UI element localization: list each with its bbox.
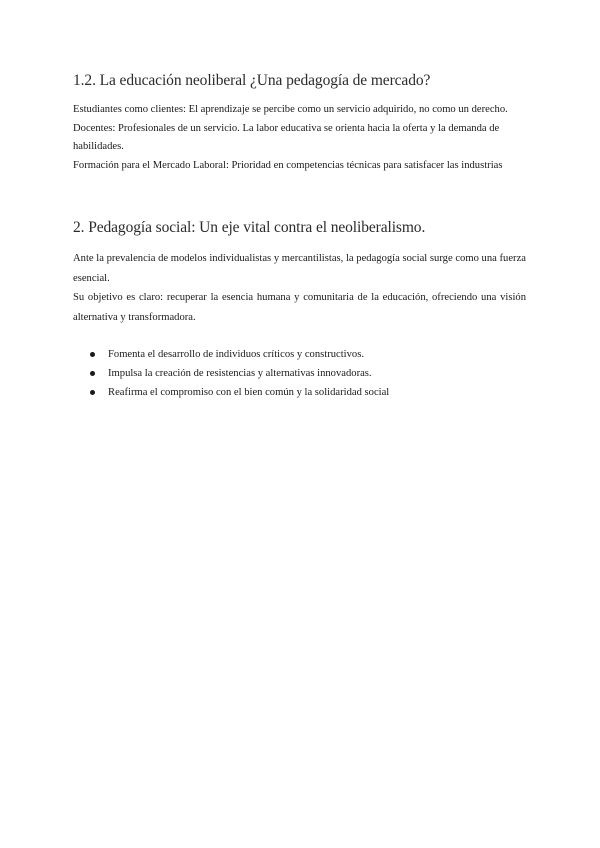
paragraph-intro: Ante la prevalencia de modelos individualistas y mercantilistas, la pedagogía social surge como una fuerza esencial. [73,253,526,284]
section-2-body [73,249,526,327]
bullet-item [90,345,510,364]
bullet-icon [90,352,95,357]
bullet-text: Impulsa la creación de resistencias y alternativas innovadoras. [108,368,372,379]
bullet-item [90,383,510,402]
paragraph-students: Estudiantes como clientes: El aprendizaje se percibe como un servicio adquirido, no como un derecho. [73,104,508,115]
bullet-icon [90,371,95,376]
paragraph-labor-market: Formación para el Mercado Laboral: Prioridad en competencias técnicas para satisfacer las industrias [73,159,503,171]
bullet-icon [90,390,95,395]
paragraph-teachers: Docentes: Profesionales de un servicio. La labor educativa se orienta hacia la oferta y la demanda de habilidades. [73,122,500,152]
bullet-text: Reafirma el compromiso con el bien común y la solidaridad social [108,387,390,398]
bullet-text: Fomenta el desarrollo de individuos críticos y constructivos. [108,349,364,360]
section-2-heading: 2. Pedagogía social: Un eje vital contra el neoliberalismo. [73,219,426,236]
section-1-body [73,101,526,175]
bullet-item [90,364,510,383]
paragraph-objective: Su objetivo es claro: recuperar la esencia humana y comunitaria de la educación, ofreciendo una visión alternativa y transformadora. [73,292,526,323]
section-1-heading: 1.2. La educación neoliberal ¿Una pedagogía de mercado? [73,72,431,89]
bullet-list [90,345,510,402]
